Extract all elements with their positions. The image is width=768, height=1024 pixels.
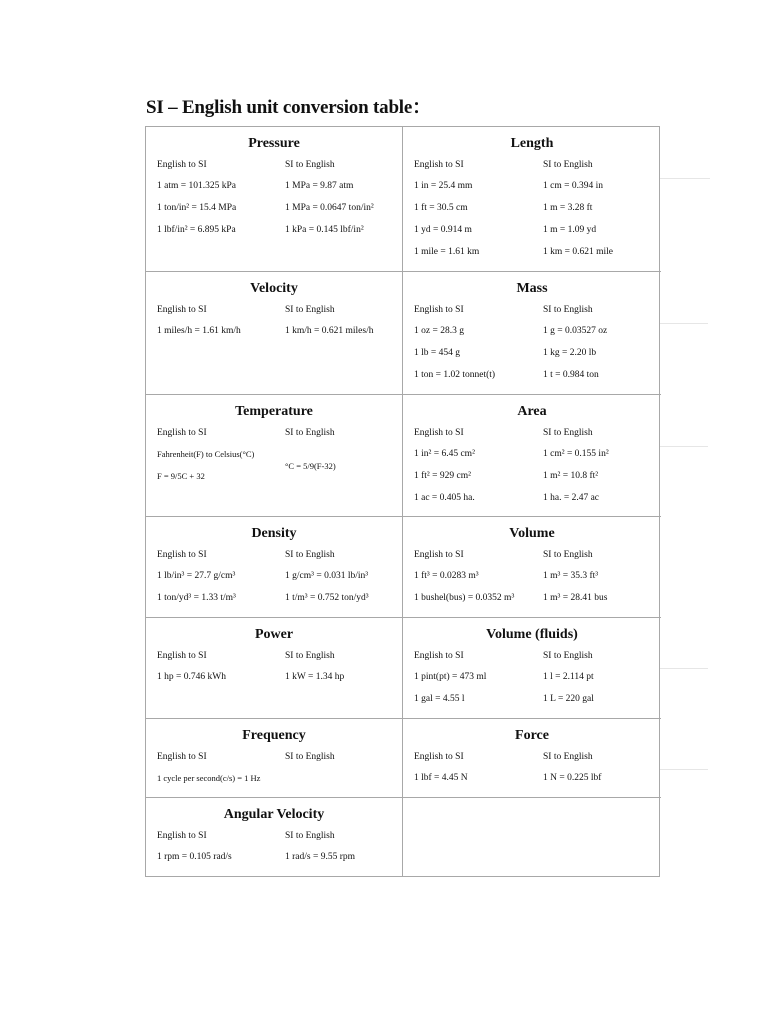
conversion-line: 1 hp = 0.746 kWh xyxy=(157,672,226,682)
english-to-si-label: English to SI xyxy=(414,428,464,438)
conversion-line: 1 yd = 0.914 m xyxy=(414,225,472,235)
si-to-english-column xyxy=(274,550,402,615)
si-to-english-column xyxy=(274,651,402,694)
conversion-columns xyxy=(146,752,402,795)
si-to-english-column xyxy=(532,651,661,716)
section-heading: Area xyxy=(517,404,547,419)
si-to-english-label: SI to English xyxy=(543,651,593,661)
english-to-si-column xyxy=(146,305,274,348)
english-to-si-column xyxy=(146,550,274,615)
si-to-english-label: SI to English xyxy=(285,550,335,560)
conversion-columns xyxy=(403,550,661,615)
si-to-english-label: SI to English xyxy=(543,160,593,170)
conversion-line: 1 ton/in² = 15.4 MPa xyxy=(157,203,237,213)
english-to-si-column xyxy=(403,550,532,615)
conversion-line: 1 lb = 454 g xyxy=(414,348,460,358)
si-to-english-column xyxy=(532,305,661,392)
si-to-english-column xyxy=(532,160,661,269)
english-to-si-label: English to SI xyxy=(157,160,207,170)
english-to-si-label: English to SI xyxy=(157,550,207,560)
conversion-line: 1 rad/s = 9.55 rpm xyxy=(285,852,356,862)
cell-velocity xyxy=(146,272,403,395)
conversion-line: °C = 5/9(F-32) xyxy=(285,461,336,471)
english-to-si-label: English to SI xyxy=(157,651,207,661)
english-to-si-label: English to SI xyxy=(414,550,464,560)
english-to-si-column xyxy=(403,428,532,515)
si-to-english-column xyxy=(274,831,402,874)
conversion-columns xyxy=(403,305,661,392)
conversion-line: 1 ft³ = 0.0283 m³ xyxy=(414,571,479,581)
conversion-line: 1 ft = 30.5 cm xyxy=(414,203,468,213)
si-to-english-label: SI to English xyxy=(543,428,593,438)
conversion-table xyxy=(145,126,660,877)
conversion-columns xyxy=(146,831,402,874)
cell-force xyxy=(403,719,661,798)
si-to-english-column xyxy=(274,752,402,795)
cell-pressure xyxy=(146,127,403,272)
conversion-line: 1 in = 25.4 mm xyxy=(414,181,473,191)
english-to-si-column xyxy=(146,428,274,493)
conversion-line: 1 miles/h = 1.61 km/h xyxy=(157,326,241,336)
si-to-english-label: SI to English xyxy=(543,550,593,560)
cell-area xyxy=(403,395,661,517)
conversion-line: Fahrenheit(F) to Celsius(°C) xyxy=(157,449,255,459)
si-to-english-column xyxy=(532,752,661,795)
cell-volume-fluids xyxy=(403,618,661,719)
section-heading: Velocity xyxy=(250,281,298,296)
si-to-english-column xyxy=(274,305,402,348)
conversion-columns xyxy=(403,428,661,515)
conversion-line: 1 pint(pt) = 473 ml xyxy=(414,672,487,682)
english-to-si-column xyxy=(403,752,532,795)
si-to-english-label: SI to English xyxy=(285,752,335,762)
conversion-line: 1 MPa = 9.87 atm xyxy=(285,181,354,191)
conversion-line: 1 ac = 0.405 ha. xyxy=(414,493,475,503)
conversion-line: 1 ton/yd³ = 1.33 t/m³ xyxy=(157,593,236,603)
conversion-line: 1 l = 2.114 pt xyxy=(543,672,594,682)
conversion-line: 1 mile = 1.61 km xyxy=(414,247,480,257)
english-to-si-label: English to SI xyxy=(414,651,464,661)
conversion-line: 1 g/cm³ = 0.031 lb/in³ xyxy=(285,571,369,581)
si-to-english-column xyxy=(274,428,402,493)
si-to-english-column xyxy=(274,160,402,247)
english-to-si-column xyxy=(146,651,274,694)
cell-length xyxy=(403,127,661,272)
si-to-english-column xyxy=(532,550,661,615)
english-to-si-label: English to SI xyxy=(157,752,207,762)
conversion-columns xyxy=(146,160,402,247)
conversion-columns xyxy=(146,305,402,348)
cell-temperature xyxy=(146,395,403,517)
section-heading: Mass xyxy=(516,281,548,296)
conversion-line: 1 m = 3.28 ft xyxy=(543,203,593,213)
conversion-line: F = 9/5C + 32 xyxy=(157,471,205,481)
english-to-si-column xyxy=(146,831,274,874)
conversion-line: 1 gal = 4.55 l xyxy=(414,694,465,704)
empty-cell xyxy=(403,798,661,876)
conversion-line: 1 m = 1.09 yd xyxy=(543,225,597,235)
conversion-columns xyxy=(146,428,402,493)
conversion-line: 1 cm² = 0.155 in² xyxy=(543,449,609,459)
si-to-english-label: SI to English xyxy=(285,160,335,170)
cell-frequency xyxy=(146,719,403,798)
cell-power xyxy=(146,618,403,719)
conversion-line: 1 N = 0.225 lbf xyxy=(543,773,602,783)
conversion-line: 1 kW = 1.34 hp xyxy=(285,672,345,682)
si-to-english-label: SI to English xyxy=(543,752,593,762)
conversion-line: 1 in² = 6.45 cm² xyxy=(414,449,475,459)
si-to-english-label: SI to English xyxy=(543,305,593,315)
section-heading: Power xyxy=(254,627,294,642)
si-to-english-column xyxy=(532,428,661,515)
conversion-line: 1 kPa = 0.145 lbf/in² xyxy=(285,225,364,235)
english-to-si-column xyxy=(146,752,274,795)
conversion-columns xyxy=(146,651,402,694)
conversion-line: 1 m³ = 28.41 bus xyxy=(543,593,608,603)
conversion-line: 1 m² = 10.8 ft² xyxy=(543,471,599,481)
conversion-line: 1 oz = 28.3 g xyxy=(414,326,464,336)
conversion-columns xyxy=(403,752,661,795)
section-heading: Force xyxy=(515,728,549,743)
conversion-columns xyxy=(403,160,661,269)
si-to-english-label: SI to English xyxy=(285,651,335,661)
conversion-line: 1 t/m³ = 0.752 ton/yd³ xyxy=(285,593,369,603)
conversion-line: 1 t = 0.984 ton xyxy=(543,370,599,380)
english-to-si-column xyxy=(146,160,274,247)
cell-angular-velocity xyxy=(146,798,403,876)
conversion-line: 1 kg = 2.20 lb xyxy=(543,348,597,358)
english-to-si-label: English to SI xyxy=(414,160,464,170)
conversion-columns xyxy=(146,550,402,615)
conversion-line: 1 MPa = 0.0647 ton/in² xyxy=(285,203,374,213)
conversion-line: 1 lbf/in² = 6.895 kPa xyxy=(157,225,236,235)
section-heading: Frequency xyxy=(242,728,306,743)
english-to-si-label: English to SI xyxy=(157,305,207,315)
conversion-line: 1 rpm = 0.105 rad/s xyxy=(157,852,232,862)
english-to-si-label: English to SI xyxy=(414,752,464,762)
section-heading: Angular Velocity xyxy=(223,807,325,822)
conversion-line: 1 cm = 0.394 in xyxy=(543,181,603,191)
section-heading: Pressure xyxy=(248,136,300,151)
cell-volume xyxy=(403,517,661,618)
conversion-line: 1 km = 0.621 mile xyxy=(543,247,614,257)
si-to-english-label: SI to English xyxy=(285,831,335,841)
section-heading: Length xyxy=(510,136,554,151)
english-to-si-label: English to SI xyxy=(414,305,464,315)
english-to-si-label: English to SI xyxy=(157,831,207,841)
conversion-line: 1 ton = 1.02 tonnet(t) xyxy=(414,370,496,380)
conversion-line: 1 ha. = 2.47 ac xyxy=(543,493,600,503)
conversion-line: 1 km/h = 0.621 miles/h xyxy=(285,326,374,336)
section-heading: Temperature xyxy=(235,404,313,419)
conversion-line: 1 atm = 101.325 kPa xyxy=(157,181,236,191)
conversion-line: 1 bushel(bus) = 0.0352 m³ xyxy=(414,593,515,603)
section-heading: Volume (fluids) xyxy=(486,627,578,642)
si-to-english-label: SI to English xyxy=(285,305,335,315)
si-to-english-label: SI to English xyxy=(285,428,335,438)
english-to-si-column xyxy=(403,160,532,269)
english-to-si-label: English to SI xyxy=(157,428,207,438)
english-to-si-column xyxy=(403,305,532,392)
cell-density xyxy=(146,517,403,618)
conversion-line: 1 ft² = 929 cm² xyxy=(414,471,471,481)
section-heading: Volume xyxy=(509,526,555,541)
conversion-line: 1 lb/in³ = 27.7 g/cm³ xyxy=(157,571,236,581)
conversion-line: 1 m³ = 35.3 ft³ xyxy=(543,571,599,581)
conversion-line: 1 lbf = 4.45 N xyxy=(414,773,468,783)
english-to-si-column xyxy=(403,651,532,716)
section-heading: Density xyxy=(251,526,297,541)
conversion-line: 1 g = 0.03527 oz xyxy=(543,326,608,336)
conversion-columns xyxy=(403,651,661,716)
conversion-line: 1 cycle per second(c/s) = 1 Hz xyxy=(157,773,261,783)
conversion-line: 1 L = 220 gal xyxy=(543,694,594,704)
cell-mass xyxy=(403,272,661,395)
page-title: SI – English unit conversion table： xyxy=(146,97,431,118)
